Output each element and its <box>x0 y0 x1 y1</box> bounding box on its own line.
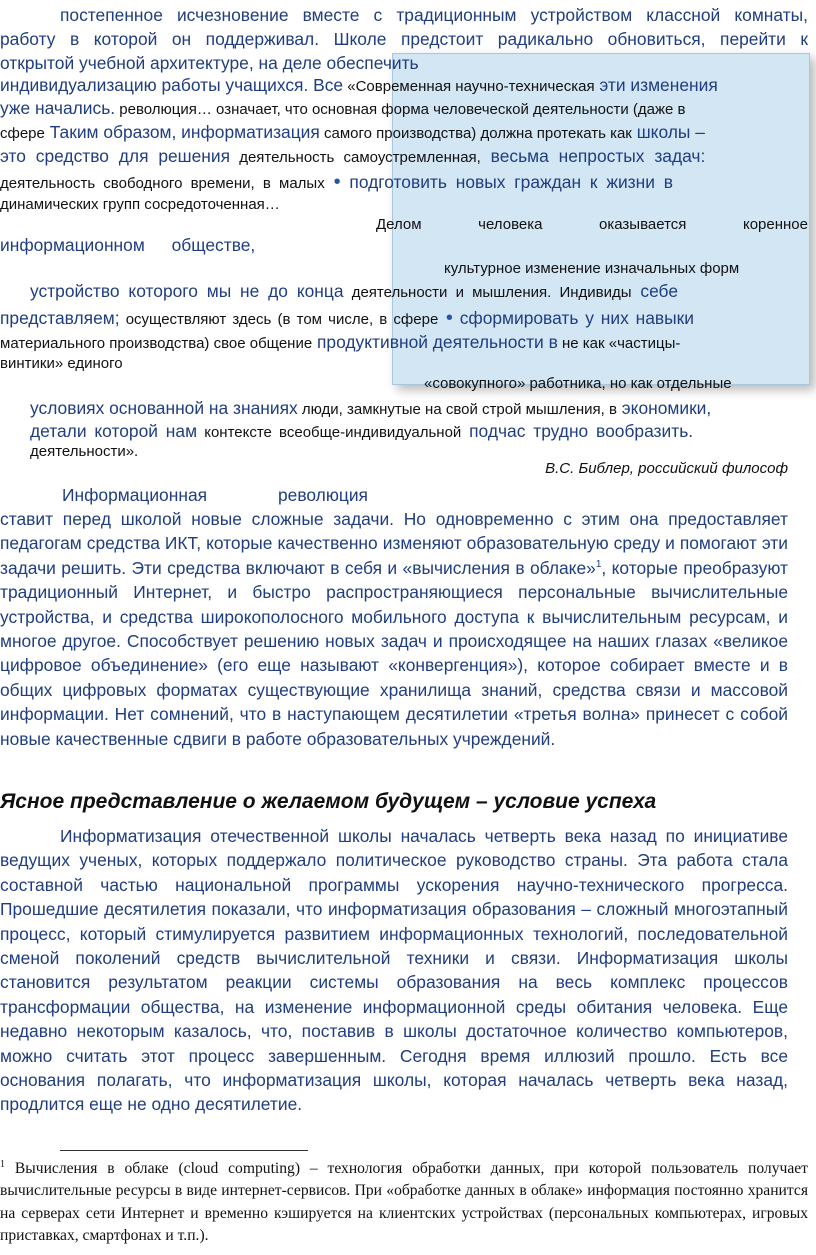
overlay-line-2 <box>0 97 685 121</box>
overlay-line-11 <box>0 307 694 331</box>
ol10-blue: устройство которого мы не до конца <box>30 281 344 301</box>
ol15-black: люди, замкнутые на свой строй мышления, в <box>297 401 617 418</box>
ol5-black: деятельность свободного времени, в малых <box>0 175 325 192</box>
ol1-blue2: эти изменения <box>594 75 718 95</box>
ol11-black: осуществляют здесь (в том числе, в сфере <box>119 311 439 328</box>
overlay-line-4 <box>0 145 705 169</box>
top-line-2: работу в которой он поддерживал. Школе предстоит радикально обновиться, перейти к <box>0 29 808 49</box>
section-heading: Ясное представление о желаемом будущем – условие успеха <box>0 790 657 813</box>
ol15-blue: условиях основанной на знаниях <box>30 398 298 418</box>
ol12-black: материального производства) свое общение <box>0 335 313 352</box>
footnote <box>0 1158 808 1248</box>
bullet-icon-2: • <box>438 307 453 329</box>
ol16-blue: детали которой нам <box>30 421 198 441</box>
overlay-line-9: культурное изменение изначальных форм <box>444 260 740 277</box>
ol2-blue: уже начались. <box>0 98 116 118</box>
ol5-blue: подготовить новых граждан к жизни в <box>340 172 674 192</box>
overlay-line-15 <box>30 397 711 421</box>
top-line-3: открытой учебной архитектуре, на деле обеспечить <box>0 53 419 73</box>
ol1-blue: индивидуализацию работы учащихся. Все <box>0 75 344 95</box>
ol10-blue2: себе <box>631 281 678 301</box>
ol10-black: деятельности и мышления. Индивиды <box>343 284 632 301</box>
overlay-line-8: информационном обществе, <box>0 235 256 255</box>
paragraph-info-text: ставит перед школой новые сложные задачи. Но одновременно с этим она предоставляет педагогам средства ИКТ, которые качественно изменяют образовательную среду и помогают эти задачи решить. Эти средства включают в себя и «вычисления в облаке» <box>0 509 788 578</box>
ol3-blue: Таким образом, информатизация <box>44 122 320 142</box>
ol4-black: деятельность самоустремленная, <box>230 149 481 166</box>
info-rev-word-1: Информационная <box>62 485 208 505</box>
footnote-mark: 1 <box>0 1158 5 1170</box>
overlay-line-13: винтики» единого <box>0 355 123 372</box>
overlay-line-3 <box>0 121 705 145</box>
ol11-blue2: сформировать у них навыки <box>452 308 694 328</box>
overlay-line-12 <box>0 331 680 355</box>
ol16-blue2: подчас трудно вообразить. <box>461 421 694 441</box>
ol4-blue: это средство для решения <box>0 146 231 166</box>
overlay-line-6: динамических групп сосредоточенная… <box>0 196 280 213</box>
ol15-blue2: экономики, <box>616 398 712 418</box>
overlay-line-1 <box>0 74 718 98</box>
footnote-ref[interactable]: 1 <box>595 559 602 571</box>
ol11-blue: представляем; <box>0 308 120 328</box>
ol16-black: контексте всеобще-индивидуальной <box>197 424 462 441</box>
top-line-1: постепенное исчезновение вместе с традиционным устройством классной комнаты, <box>60 5 808 25</box>
overlay-line-14: «совокупного» работника, но как отдельные <box>424 375 732 392</box>
ol12-black2: не как «частицы- <box>557 335 681 352</box>
ol3-blue2: школы – <box>631 122 705 142</box>
footnote-separator <box>60 1150 308 1151</box>
ol3-black2: самого производства) должна протекать как <box>319 125 632 142</box>
paragraph-info <box>0 507 788 751</box>
ol3-black: сфере <box>0 125 45 142</box>
overlay-line-5 <box>0 171 673 195</box>
ol1-black: «Современная научно-техническая <box>343 78 595 95</box>
footnote-text: Вычисления в облаке (cloud computing) – технология обработки данных, при которой пользователь получает вычислительные ресурсы в виде интернет-сервисов. При «обработке данных в облаке» информация постоянно хранится на серверах сети Интернет и временно кэшируется на клиентских устройствах (персональных компьютерах, игровых приставках, смартфонах и т.п.). <box>0 1160 808 1245</box>
ol2-black: революция… означает, что основная форма человеческой деятельности (даже в <box>115 101 686 118</box>
signature: В.С. Библер, российский философ <box>545 460 788 477</box>
info-rev-word-2: революция <box>278 485 368 505</box>
paragraph-school: Информатизация отечественной школы началась четверть века назад по инициативе ведущих ученых, которых поддержало политическое руководство страны. Эта работа стала составной частью национальной программы ускорения научно-технического прогресса. Прошедшие десятилетия показали, что информатизация образования – сложный многоэтапный процесс, который стимулируется развитием информационных технологий, последовательной сменой поколений средств вычислительной техники и связи. Информатизация школы становится результатом реакции системы образования на весь комплекс процессов трансформации общества, на изменение информационной среды обитания человека. Еще недавно некоторым казалось, что, поставив в школы достаточное количество компьютеров, можно считать этот процесс завершенным. Сегодня время иллюзий прошло. Есть все основания полагать, что информатизация школы, которая началась четверть века назад, продлится еще не одно десятилетие. <box>0 826 788 1115</box>
ol4-blue2: весьма непростых задач: <box>480 146 706 166</box>
overlay-line-7: Делом человека оказывается коренное <box>376 216 808 233</box>
overlay-line-10 <box>30 280 678 304</box>
ol12-blue: продуктивной деятельности в <box>312 332 558 352</box>
bullet-icon-1: • <box>333 171 341 193</box>
overlay-line-17: деятельности». <box>30 443 139 460</box>
paragraph-info-rest: , которые преобразуют традиционный Интернет, и быстро распространяющиеся персональные вычислительные устройства, и средства широкополосного мобильного доступа к вычислительным ресурсам, и многое другое. Способствует решению новых задач и происходящее на наших глазах «великое цифровое объединение» (его еще называют «конвергенция»), которое собирает вместе и в общих цифровых форматах существующие хранилища знаний, средства связи и массовой информации. Нет сомнений, что в наступающем десятилетии «третья волна» принесет с собой новые качественные сдвиги в работе образовательных учреждений. <box>0 557 789 749</box>
